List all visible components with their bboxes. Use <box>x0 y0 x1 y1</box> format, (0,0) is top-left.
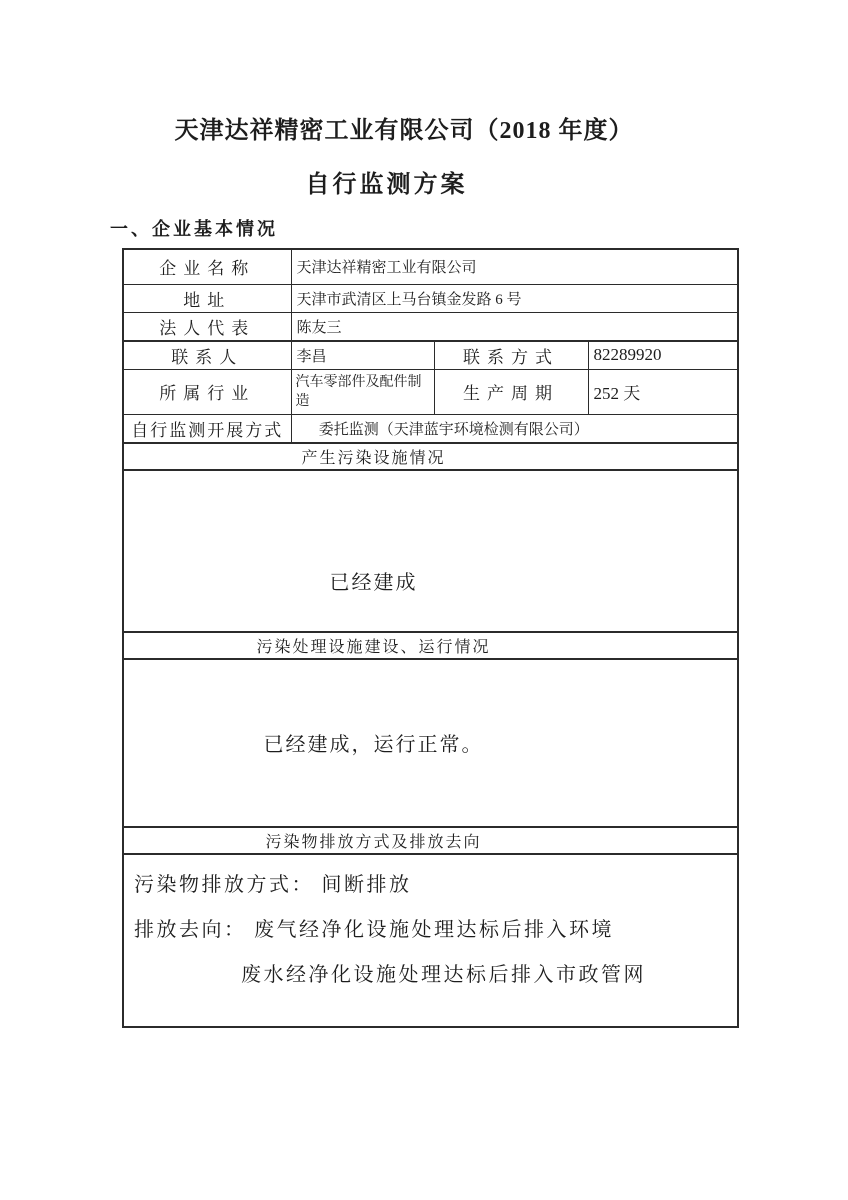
row-company-name <box>123 249 738 284</box>
legal-representative-label: 法人代表 <box>123 312 291 341</box>
treatment-facility-header: 污染处理设施建设、运行情况 <box>123 632 738 659</box>
section-heading-basic-info: 一、企业基本情况 <box>110 219 278 239</box>
document-subtitle: 自行监测方案 <box>305 172 468 198</box>
pollution-facility-status: 已经建成 <box>123 470 738 632</box>
contact-person-label: 联系人 <box>123 341 291 370</box>
basic-info-table <box>122 248 739 1028</box>
discharge-destination-line2: 废水经净化设施处理达标后排入市政管网 <box>241 963 646 986</box>
row-treatment-facility-status <box>123 659 738 827</box>
monitoring-mode-value: 委托监测（天津蓝宇环境检测有限公司） <box>291 414 738 443</box>
contact-method-label: 联系方式 <box>434 341 588 370</box>
row-pollution-facility-status <box>123 470 738 632</box>
pollution-facility-header: 产生污染设施情况 <box>123 443 738 470</box>
row-industry <box>123 369 738 414</box>
company-name-label: 企业名称 <box>123 249 291 284</box>
contact-method-value: 82289920 <box>588 341 738 370</box>
legal-representative-value: 陈友三 <box>291 312 738 341</box>
industry-label: 所属行业 <box>123 369 291 414</box>
industry-value: 汽车零部件及配件制造 <box>291 369 434 414</box>
discharge-detail-cell <box>123 854 738 1027</box>
row-contact <box>123 341 738 370</box>
treatment-facility-status: 已经建成，运行正常。 <box>123 659 738 827</box>
address-label: 地址 <box>123 284 291 312</box>
document-title: 天津达祥精密工业有限公司（2018 年度） <box>174 118 634 144</box>
discharge-destination-line1: 排放去向： 废气经净化设施处理达标后排入环境 <box>134 918 614 941</box>
company-name-value: 天津达祥精密工业有限公司 <box>291 249 738 284</box>
row-discharge-header <box>123 827 738 854</box>
monitoring-mode-label: 自行监测开展方式 <box>123 414 291 443</box>
row-pollution-facility-header <box>123 443 738 470</box>
production-cycle-label: 生产周期 <box>434 369 588 414</box>
production-cycle-value: 252 天 <box>588 369 738 414</box>
address-value: 天津市武清区上马台镇金发路 6 号 <box>291 284 738 312</box>
row-address <box>123 284 738 312</box>
row-discharge-detail <box>123 854 738 1027</box>
row-legal-representative <box>123 312 738 341</box>
discharge-header: 污染物排放方式及排放去向 <box>123 827 738 854</box>
row-monitoring-mode <box>123 414 738 443</box>
contact-person-value: 李昌 <box>291 341 434 370</box>
discharge-mode-line: 污染物排放方式： 间断排放 <box>134 873 412 896</box>
row-treatment-facility-header <box>123 632 738 659</box>
